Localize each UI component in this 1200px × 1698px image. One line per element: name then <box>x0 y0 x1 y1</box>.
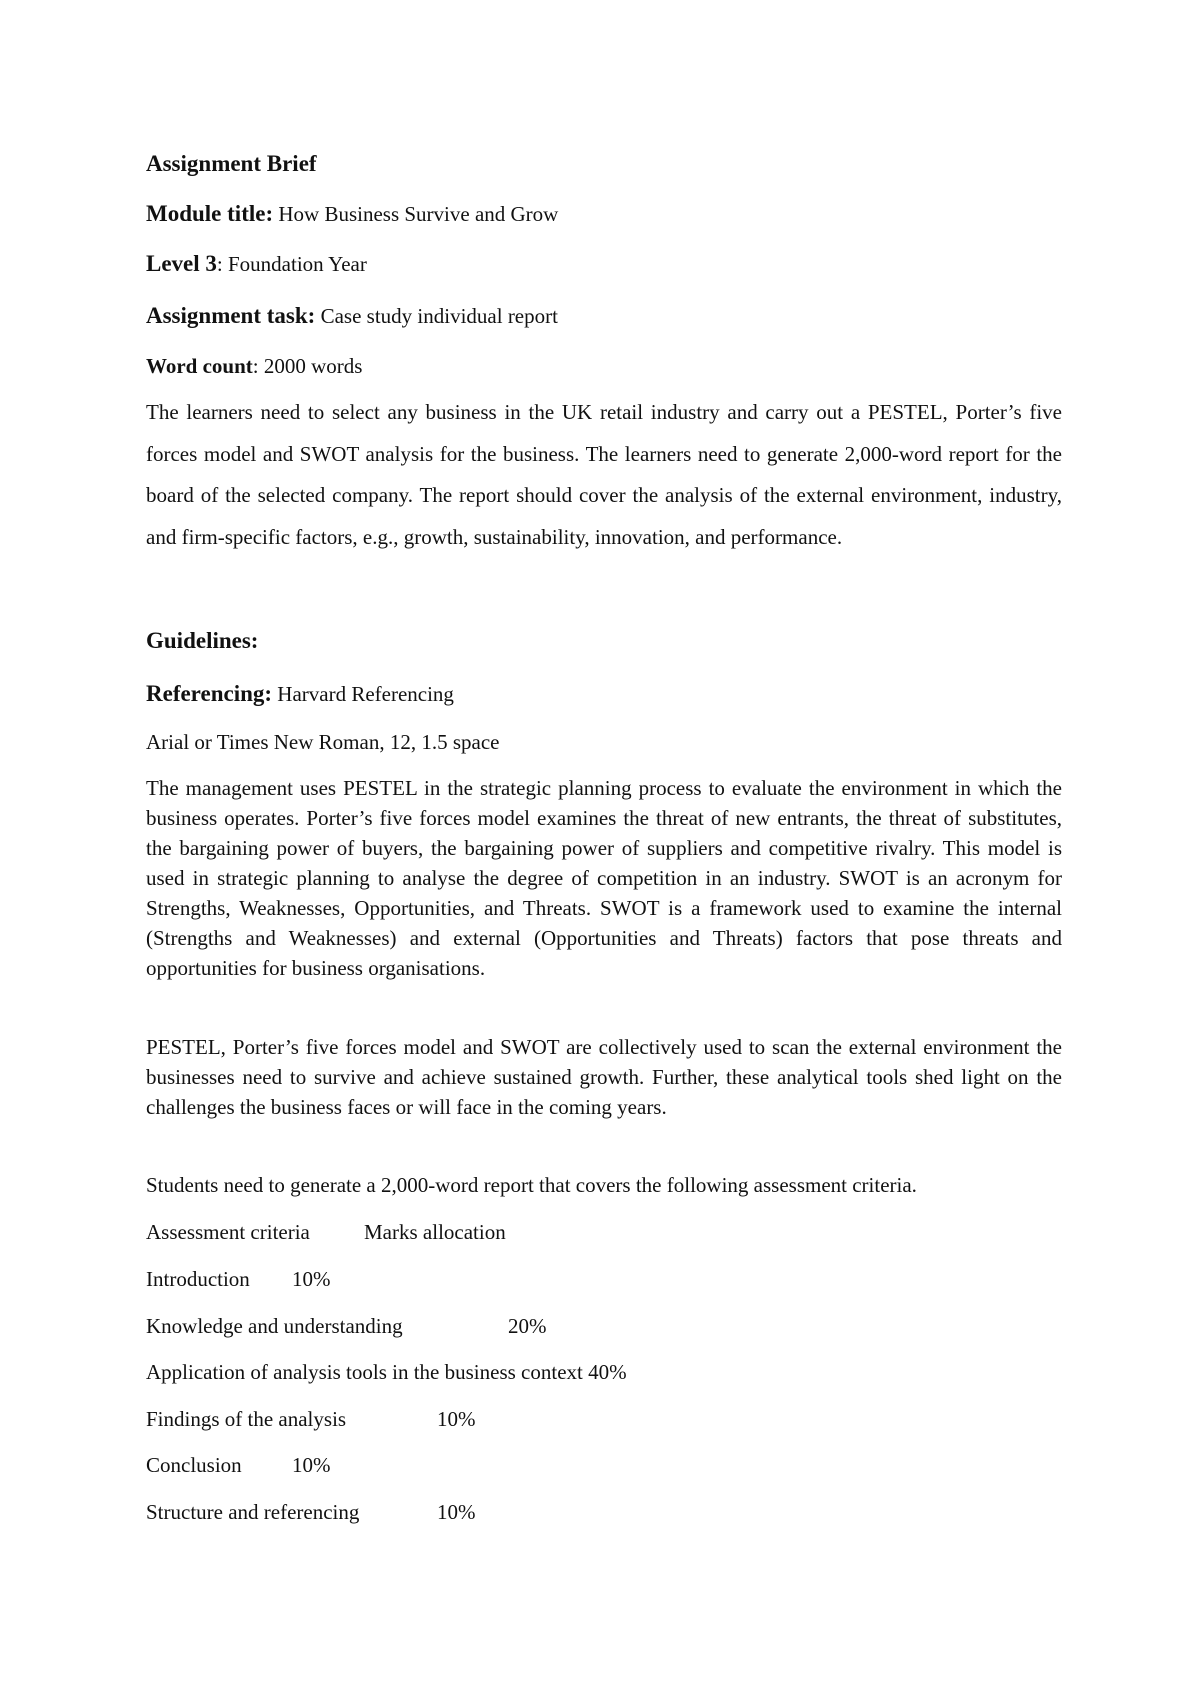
criteria-header-marks: Marks allocation <box>364 1220 506 1244</box>
criteria-row-marks: 10% <box>292 1453 331 1477</box>
format-line: Arial or Times New Roman, 12, 1.5 space <box>146 730 500 754</box>
criteria-row-marks: 40% <box>588 1360 627 1384</box>
guidelines-paragraph-2: PESTEL, Porter’s five forces model and SWOT are collectively used to scan the external environment the businesses need to survive and achieve sustained growth. Further, these analytical tools shed light on the challenges the business faces or will face in the coming years. <box>146 1035 1062 1119</box>
criteria-row-name: Knowledge and understanding <box>146 1314 403 1338</box>
level-line <box>146 250 367 278</box>
criteria-row-name: Introduction <box>146 1267 250 1291</box>
document-page <box>146 0 1062 1698</box>
guidelines-paragraph-1: The management uses PESTEL in the strategic planning process to evaluate the environment in which the business operates. Porter’s five forces model examines the threat of new entrants, the threat of substitutes, the bargaining power of buyers, the bargaining power of suppliers and competitive rivalry. This model is used in strategic planning to analyse the degree of competition in an industry. SWOT is an acronym for Strengths, Weaknesses, Opportunities, and Threats. SWOT is a framework used to examine the internal (Strengths and Weaknesses) and external (Opportunities and Threats) factors that pose threats and opportunities for business organisations. <box>146 776 1062 980</box>
criteria-row <box>146 1265 331 1293</box>
guidelines-heading: Guidelines: <box>146 628 259 653</box>
assignment-task-value: Case study individual report <box>320 304 558 328</box>
criteria-header-row <box>146 1218 506 1246</box>
level-label: Level 3 <box>146 251 217 276</box>
word-count-value: : 2000 words <box>252 354 363 378</box>
document-title: Assignment Brief <box>146 151 317 176</box>
criteria-header-name: Assessment criteria <box>146 1220 310 1244</box>
criteria-row <box>146 1358 627 1386</box>
criteria-row-name: Conclusion <box>146 1453 242 1477</box>
criteria-row-marks: 20% <box>508 1314 547 1338</box>
referencing-label: Referencing: <box>146 681 273 706</box>
criteria-row <box>146 1498 476 1526</box>
criteria-row-name: Findings of the analysis <box>146 1407 347 1431</box>
criteria-row <box>146 1451 331 1479</box>
criteria-row-marks: 10% <box>292 1267 331 1291</box>
criteria-row-marks: 10% <box>437 1500 476 1524</box>
assignment-task-label: Assignment task: <box>146 303 316 328</box>
module-title-line <box>146 200 558 228</box>
word-count-label: Word count <box>146 354 253 378</box>
criteria-row-name: Structure and referencing <box>146 1500 360 1524</box>
word-count-line <box>146 352 362 380</box>
intro-paragraph: The learners need to select any business in the UK retail industry and carry out a PESTEL, Porter’s five forces model and SWOT analysis for the business. The learners need to generate 2,000-word report for the board of the selected company. The report should cover the analysis of the external environment, industry, and firm-specific factors, e.g., growth, sustainability, innovation, and performance. <box>146 400 1062 549</box>
module-title-value: How Business Survive and Grow <box>278 202 559 226</box>
level-value: : Foundation Year <box>216 252 367 276</box>
criteria-row-name: Application of analysis tools in the business context <box>146 1360 583 1384</box>
referencing-value: Harvard Referencing <box>277 682 454 706</box>
criteria-row <box>146 1312 547 1340</box>
criteria-row <box>146 1405 476 1433</box>
module-title-label: Module title: <box>146 201 274 226</box>
guidelines-paragraph-3: Students need to generate a 2,000-word report that covers the following assessment criteria. <box>146 1173 917 1197</box>
criteria-row-marks: 10% <box>437 1407 476 1431</box>
assignment-task-line <box>146 302 558 330</box>
referencing-line <box>146 680 454 708</box>
